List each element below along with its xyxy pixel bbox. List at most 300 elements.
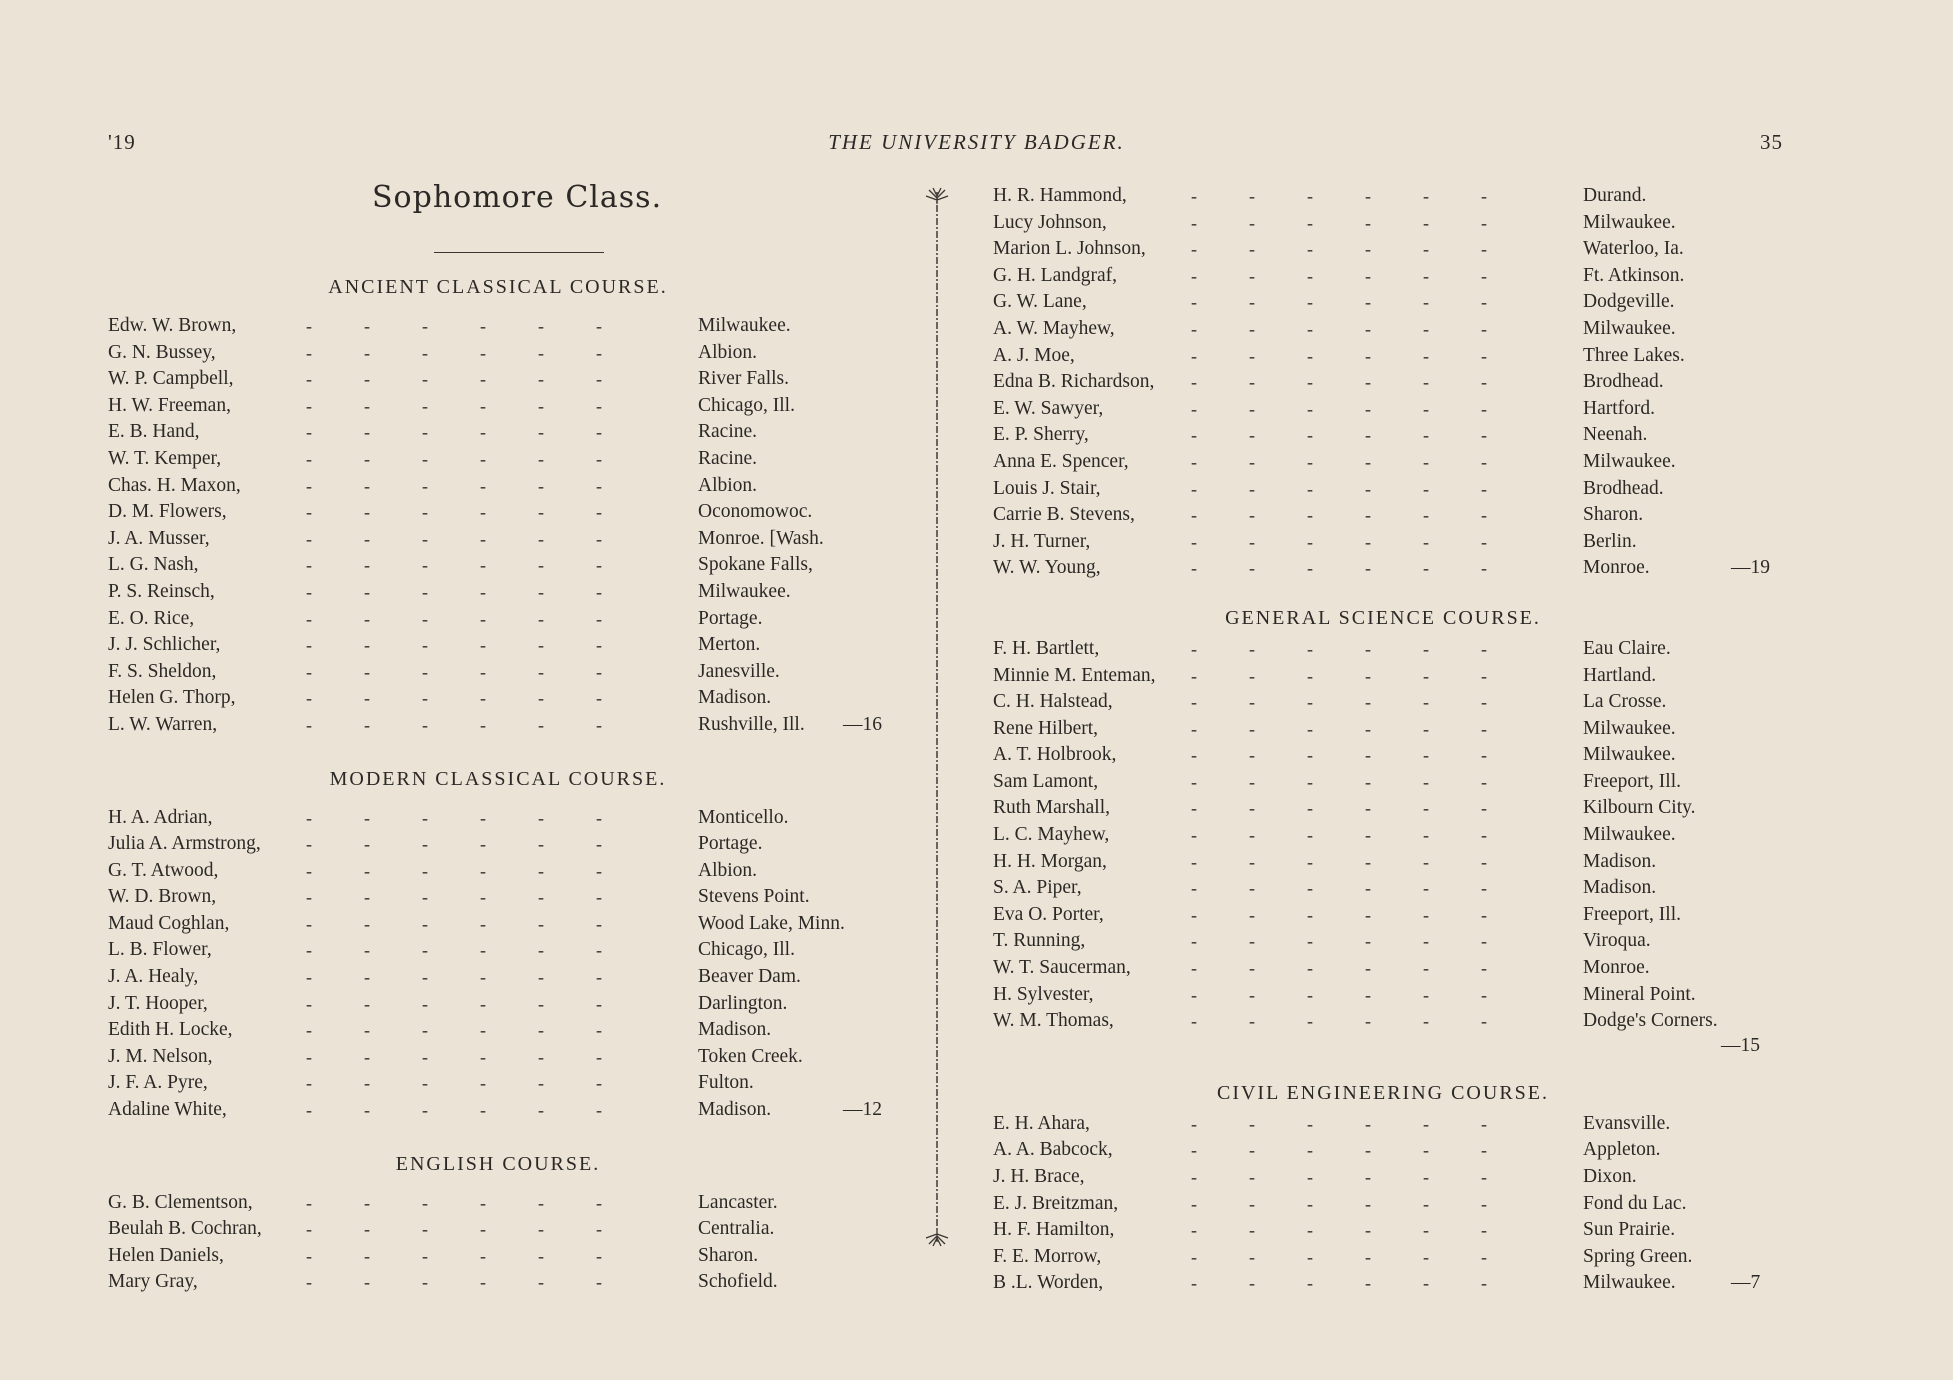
leader-dash: - [1365, 505, 1371, 526]
student-name: W. D. Brown, [108, 886, 217, 908]
leader-dash: - [1365, 878, 1371, 899]
student-name: G. N. Bussey, [108, 341, 216, 363]
leader-dash: - [364, 714, 370, 735]
leader-dash: - [1365, 1011, 1371, 1032]
leader-dash: - [1481, 505, 1487, 526]
leader-dash: - [1481, 558, 1487, 579]
leader-dash: - [1307, 984, 1313, 1005]
list-item [108, 831, 898, 858]
list-item [993, 210, 1783, 237]
leader-dash: - [364, 1245, 370, 1266]
leader-dash: - [306, 940, 312, 961]
leader-dash: - [422, 1272, 428, 1293]
student-name: E. B. Hand, [108, 421, 200, 443]
student-name: E. J. Breitzman, [993, 1192, 1119, 1214]
list-item [993, 663, 1783, 690]
leader-dash: - [364, 940, 370, 961]
hometown: Milwaukee. [1583, 1272, 1676, 1294]
leader-dash: - [1423, 531, 1429, 552]
leader-dash: - [1191, 984, 1197, 1005]
leader-dash: - [364, 887, 370, 908]
leader-dash: - [1249, 372, 1255, 393]
list-item [108, 579, 898, 606]
leader-dash: - [1249, 425, 1255, 446]
leader-dash: - [364, 555, 370, 576]
list-item [108, 1044, 898, 1071]
leader-dash: - [422, 422, 428, 443]
leader-dash: - [1365, 745, 1371, 766]
leader-dash: - [1481, 771, 1487, 792]
leader-dash: - [538, 1192, 544, 1213]
hometown: Berlin. [1583, 530, 1637, 552]
student-name: H. A. Adrian, [108, 806, 213, 828]
student-name: G. H. Landgraf, [993, 264, 1117, 286]
list-item [108, 964, 898, 991]
leader-dash: - [480, 369, 486, 390]
student-name: F. H. Bartlett, [993, 637, 1100, 659]
leader-dash: - [306, 448, 312, 469]
hometown: Milwaukee. [698, 315, 791, 336]
leader-dash: - [1249, 345, 1255, 366]
title-rule [434, 252, 604, 253]
leader-dash: - [538, 860, 544, 881]
leader-dash: - [422, 555, 428, 576]
hometown: Chicago, Ill. [698, 394, 795, 416]
leader-dash: - [1481, 239, 1487, 260]
leader-dash: - [306, 1192, 312, 1213]
leader-dash: - [422, 475, 428, 496]
leader-dash: - [1365, 478, 1371, 499]
list-item [993, 1217, 1783, 1244]
leader-dash: - [538, 342, 544, 363]
leader-dash: - [1481, 292, 1487, 313]
leader-dash: - [364, 581, 370, 602]
student-name: C. H. Halstead, [993, 691, 1113, 713]
leader-dash: - [1365, 1273, 1371, 1294]
leader-dash: - [306, 635, 312, 656]
hometown: Centralia. [698, 1218, 775, 1240]
leader-dash: - [480, 608, 486, 629]
leader-dash: - [364, 448, 370, 469]
leader-dash: - [1191, 1273, 1197, 1294]
list-item [993, 902, 1783, 929]
student-name: L. W. Warren, [108, 713, 218, 735]
leader-dash: - [1365, 692, 1371, 713]
leader-dash: - [1249, 904, 1255, 925]
hometown: Freeport, Ill. [1583, 770, 1682, 792]
leader-dash: - [1307, 345, 1313, 366]
leader-dash: - [1249, 984, 1255, 1005]
leader-dash: - [1307, 825, 1313, 846]
leader-dash: - [422, 1073, 428, 1094]
leader-dash: - [364, 661, 370, 682]
leader-dash: - [1423, 1273, 1429, 1294]
hometown: Sharon. [698, 1244, 759, 1266]
student-name: Sam Lamont, [993, 770, 1099, 792]
leader-dash: - [596, 395, 602, 416]
leader-dash: - [596, 1046, 602, 1067]
leader-dash: - [1191, 692, 1197, 713]
leader-dash: - [422, 714, 428, 735]
leader-dash: - [364, 993, 370, 1014]
leader-dash: - [1249, 1140, 1255, 1161]
list-item [108, 499, 898, 526]
leader-dash: - [364, 528, 370, 549]
list-item [993, 769, 1783, 796]
hometown: Oconomowoc. [698, 501, 813, 523]
hometown: Spokane Falls, [698, 554, 813, 576]
left-column [108, 265, 898, 1296]
leader-dash: - [538, 502, 544, 523]
leader-dash: - [480, 714, 486, 735]
leader-dash: - [1249, 665, 1255, 686]
list-item [108, 911, 898, 938]
leader-dash: - [306, 1219, 312, 1240]
hometown: Kilbourn City. [1583, 797, 1696, 819]
leader-dash: - [1249, 398, 1255, 419]
leader-dash: - [1365, 186, 1371, 206]
section-spacer [108, 1124, 898, 1142]
leader-dash: - [1191, 345, 1197, 366]
leader-dash: - [422, 834, 428, 855]
student-name: J. T. Hooper, [108, 992, 208, 1014]
student-name: E. P. Sherry, [993, 424, 1089, 446]
student-name: H. F. Hamilton, [993, 1219, 1115, 1241]
leader-dash: - [1191, 398, 1197, 419]
section-spacer [108, 739, 898, 757]
leader-dash: - [538, 834, 544, 855]
hometown: Milwaukee. [1583, 450, 1676, 472]
leader-dash: - [538, 475, 544, 496]
hometown: Brodhead. [1583, 371, 1664, 393]
leader-dash: - [422, 342, 428, 363]
leader-dash: - [1307, 292, 1313, 313]
list-item [108, 884, 898, 911]
leader-dash: - [306, 1073, 312, 1094]
leader-dash: - [1365, 1167, 1371, 1187]
leader-dash: - [364, 316, 370, 336]
leader-dash: - [480, 1219, 486, 1240]
leader-dash: - [1423, 771, 1429, 792]
leader-dash: - [1423, 931, 1429, 952]
leader-dash: - [480, 395, 486, 416]
list-item [993, 1270, 1783, 1297]
leader-dash: - [422, 448, 428, 469]
course-total: —19 [1731, 557, 1770, 579]
leader-dash: - [306, 608, 312, 629]
leader-dash: - [1481, 425, 1487, 446]
student-name: Adaline White, [108, 1099, 227, 1121]
leader-dash: - [1481, 345, 1487, 366]
leader-dash: - [1481, 1113, 1487, 1134]
leader-dash: - [538, 1272, 544, 1293]
leader-dash: - [364, 635, 370, 656]
leader-dash: - [1365, 931, 1371, 952]
leader-dash: - [1307, 239, 1313, 260]
student-name: J. M. Nelson, [108, 1045, 213, 1067]
leader-dash: - [596, 502, 602, 523]
leader-dash: - [1481, 1246, 1487, 1267]
hometown: Portage. [698, 607, 763, 629]
leader-dash: - [422, 316, 428, 336]
list-item [993, 1164, 1783, 1191]
hometown: Freeport, Ill. [1583, 903, 1682, 925]
leader-dash: - [1423, 1246, 1429, 1267]
leader-dash: - [1191, 798, 1197, 819]
leader-dash: - [1481, 451, 1487, 472]
student-name: T. Running, [993, 930, 1086, 952]
leader-dash: - [1249, 745, 1255, 766]
student-name: L. G. Nash, [108, 554, 199, 576]
student-name: E. H. Ahara, [993, 1112, 1090, 1134]
student-name: Julia A. Armstrong, [108, 833, 261, 855]
leader-dash: - [1423, 505, 1429, 526]
course-heading: CIVIL ENGINEERING COURSE. [1216, 1081, 1549, 1104]
leader-dash: - [1191, 1140, 1197, 1161]
leader-dash: - [306, 1100, 312, 1121]
student-name: Marion L. Johnson, [993, 238, 1146, 260]
leader-dash: - [596, 688, 602, 709]
leader-dash: - [480, 528, 486, 549]
leader-dash: - [538, 316, 544, 336]
hometown: Ft. Atkinson. [1583, 264, 1685, 286]
list-item [993, 289, 1783, 316]
leader-dash: - [1481, 718, 1487, 739]
leader-dash: - [596, 967, 602, 988]
leader-dash: - [306, 1020, 312, 1041]
student-name: W. T. Saucerman, [993, 957, 1131, 979]
list-item [108, 419, 898, 446]
leader-dash: - [422, 887, 428, 908]
class-title: Sophomore Class. [372, 180, 663, 215]
leader-dash: - [306, 502, 312, 523]
list-item [108, 1216, 898, 1243]
hometown: Fulton. [698, 1072, 754, 1094]
leader-dash: - [1423, 398, 1429, 419]
leader-dash: - [1481, 904, 1487, 925]
leader-dash: - [1307, 186, 1313, 206]
hometown: Madison. [698, 687, 772, 709]
leader-dash: - [538, 967, 544, 988]
list-item [108, 446, 898, 473]
leader-dash: - [1191, 451, 1197, 472]
leader-dash: - [364, 608, 370, 629]
hometown: Three Lakes. [1583, 344, 1685, 366]
leader-dash: - [538, 395, 544, 416]
leader-dash: - [1423, 665, 1429, 686]
student-name: Mary Gray, [108, 1271, 198, 1293]
student-name: H. Sylvester, [993, 983, 1094, 1005]
leader-dash: - [1191, 638, 1197, 659]
column-divider-rule [934, 192, 940, 1232]
leader-dash: - [364, 475, 370, 496]
leader-dash: - [538, 369, 544, 390]
leader-dash: - [596, 1245, 602, 1266]
list-item [993, 529, 1783, 556]
heading-spacer [108, 305, 898, 313]
leader-dash: - [1365, 292, 1371, 313]
list-item [108, 858, 898, 885]
student-name: E. W. Sawyer, [993, 397, 1104, 419]
course-total: —15 [1721, 1034, 1760, 1056]
list-item [993, 263, 1783, 290]
leader-dash: - [422, 369, 428, 390]
list-item [108, 313, 898, 340]
hometown: Darlington. [698, 992, 788, 1014]
leader-dash: - [1365, 771, 1371, 792]
list-item [993, 476, 1783, 503]
leader-dash: - [1365, 798, 1371, 819]
student-name: Helen Daniels, [108, 1244, 224, 1266]
student-name: L. C. Mayhew, [993, 824, 1110, 846]
hometown: Milwaukee. [1583, 717, 1676, 739]
leader-dash: - [1423, 692, 1429, 713]
leader-dash: - [1423, 904, 1429, 925]
leader-dash: - [364, 369, 370, 390]
hometown: Brodhead. [1583, 477, 1664, 499]
leader-dash: - [364, 1219, 370, 1240]
leader-dash: - [1423, 1113, 1429, 1134]
leader-dash: - [1191, 665, 1197, 686]
leader-dash: - [364, 688, 370, 709]
leader-dash: - [480, 342, 486, 363]
leader-dash: - [306, 342, 312, 363]
leader-dash: - [1191, 851, 1197, 872]
section-spacer [993, 1057, 1783, 1065]
hometown: Dodge's Corners. [1583, 1010, 1718, 1032]
leader-dash: - [1307, 745, 1313, 766]
leader-dash: - [364, 860, 370, 881]
course-heading: ENGLISH COURSE. [395, 1152, 601, 1175]
list-item [108, 1097, 898, 1124]
right-column [993, 183, 1783, 1297]
student-name: F. S. Sheldon, [108, 660, 217, 682]
leader-dash: - [596, 834, 602, 855]
leader-dash: - [1191, 931, 1197, 952]
leader-dash: - [1249, 692, 1255, 713]
leader-dash: - [596, 1219, 602, 1240]
list-item [993, 716, 1783, 743]
leader-dash: - [1307, 1273, 1313, 1294]
leader-dash: - [1365, 1193, 1371, 1214]
student-name: A. W. Mayhew, [993, 317, 1115, 339]
hometown: River Falls. [698, 368, 789, 390]
leader-dash: - [1191, 745, 1197, 766]
leader-dash: - [306, 1245, 312, 1266]
list-item [108, 712, 898, 739]
leader-dash: - [1423, 478, 1429, 499]
hometown: Eau Claire. [1583, 637, 1671, 659]
list-item [108, 340, 898, 367]
leader-dash: - [364, 913, 370, 934]
leader-dash: - [1423, 745, 1429, 766]
list-item [108, 659, 898, 686]
leader-dash: - [306, 807, 312, 828]
list-item [108, 552, 898, 579]
leader-dash: - [422, 502, 428, 523]
hometown: Evansville. [1583, 1112, 1671, 1134]
student-name: Ruth Marshall, [993, 797, 1110, 819]
leader-dash: - [364, 422, 370, 443]
hometown: Stevens Point. [698, 886, 810, 908]
hometown: Racine. [698, 447, 758, 469]
leader-dash: - [1481, 878, 1487, 899]
leader-dash: - [480, 887, 486, 908]
running-header-title: THE UNIVERSITY BADGER. [828, 130, 1125, 154]
hometown: Sharon. [1583, 504, 1644, 526]
leader-dash: - [1481, 531, 1487, 552]
leader-dash: - [422, 395, 428, 416]
leader-dash: - [306, 528, 312, 549]
leader-dash: - [596, 860, 602, 881]
leader-dash: - [1307, 958, 1313, 979]
header-year: '19 [108, 130, 136, 154]
leader-dash: - [1191, 958, 1197, 979]
hometown: Monticello. [698, 806, 789, 828]
student-name: W. W. Young, [993, 557, 1101, 579]
leader-dash: - [538, 1219, 544, 1240]
leader-dash: - [364, 1046, 370, 1067]
leader-dash: - [480, 1245, 486, 1266]
list-item [993, 396, 1783, 423]
leader-dash: - [1307, 1113, 1313, 1134]
student-name: E. O. Rice, [108, 607, 195, 629]
hometown: Milwaukee. [698, 580, 791, 602]
leader-dash: - [1191, 505, 1197, 526]
leader-dash: - [1365, 425, 1371, 446]
leader-dash: - [1307, 265, 1313, 286]
list-item [993, 1191, 1783, 1218]
leader-dash: - [1307, 1011, 1313, 1032]
list-item [993, 183, 1783, 210]
leader-dash: - [480, 635, 486, 656]
leader-dash: - [1249, 265, 1255, 286]
leader-dash: - [480, 913, 486, 934]
leader-dash: - [596, 940, 602, 961]
leader-dash: - [538, 1020, 544, 1041]
list-item [993, 742, 1783, 769]
leader-dash: - [1307, 451, 1313, 472]
list-item [108, 393, 898, 420]
student-name: H. H. Morgan, [993, 850, 1107, 872]
leader-dash: - [1307, 558, 1313, 579]
leader-dash: - [480, 834, 486, 855]
student-name: F. E. Morrow, [993, 1245, 1102, 1267]
student-name: J. J. Schlicher, [108, 634, 221, 656]
leader-dash: - [364, 1272, 370, 1293]
hometown: Madison. [1583, 877, 1657, 899]
leader-dash: - [1307, 1193, 1313, 1214]
leader-dash: - [1423, 186, 1429, 206]
leader-dash: - [1307, 771, 1313, 792]
student-name: Minnie M. Enteman, [993, 664, 1156, 686]
list-item [993, 422, 1783, 449]
student-name: A. T. Holbrook, [993, 744, 1117, 766]
hometown: Albion. [698, 859, 758, 881]
section-spacer [993, 582, 1783, 590]
list-item [993, 689, 1783, 716]
leader-dash: - [538, 448, 544, 469]
leader-dash: - [422, 608, 428, 629]
list-item [993, 636, 1783, 663]
leader-dash: - [1307, 798, 1313, 819]
leader-dash: - [1249, 771, 1255, 792]
leader-dash: - [596, 635, 602, 656]
leader-dash: - [306, 1272, 312, 1293]
list-item [108, 606, 898, 633]
list-item [108, 366, 898, 393]
hometown: Racine. [698, 421, 758, 443]
